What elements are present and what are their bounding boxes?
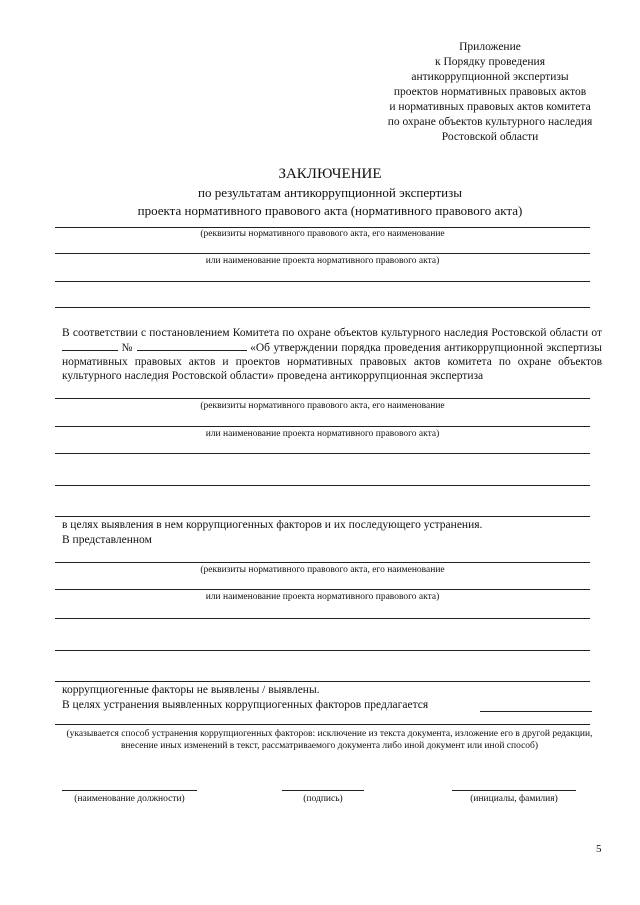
elimination-text: В целях устранения выявленных коррупциогенных факторов предлагается [62, 699, 429, 711]
caption-position: (наименование должности) [74, 794, 185, 804]
caption-signature: (подпись) [303, 794, 343, 804]
number-blank[interactable] [137, 340, 247, 351]
proposal-blank[interactable] [480, 711, 592, 712]
document-subtitle: по результатам антикоррупционной экспертизы [198, 185, 462, 200]
fill-line[interactable] [55, 618, 590, 619]
fill-line[interactable] [55, 227, 590, 228]
caption-requisites: (реквизиты нормативного правового акта, его наименование [200, 401, 445, 411]
page-number: 5 [596, 843, 602, 855]
fill-line[interactable] [55, 398, 590, 399]
date-blank[interactable] [62, 340, 118, 351]
position-line[interactable] [62, 790, 197, 791]
appendix-line: и нормативных правовых актов комитета [389, 101, 591, 113]
fill-line[interactable] [55, 516, 590, 517]
caption-project-name: или наименование проекта нормативного правового акта) [205, 429, 440, 439]
purpose-text: в целях выявления в нем коррупциогенных факторов и их последующего устранения. [62, 519, 483, 531]
para-start: В соответствии с постановлением Комитета по охране объектов культурного наследия Ростовской области от [62, 327, 602, 339]
appendix-line: к Порядку проведения [435, 56, 545, 68]
caption-requisites: (реквизиты нормативного правового акта, его наименование [200, 565, 445, 575]
document-title: ЗАКЛЮЧЕНИЕ [278, 166, 382, 182]
method-note: (указывается способ устранения коррупциогенных факторов: исключение из текста документа, изложение его в другой редакции, внесение иных изменений в текст, рассматриваемого документа либо иной документ или иной способ) [66, 729, 593, 751]
appendix-line: проектов нормативных правовых актов [393, 86, 587, 98]
number-sign: № [121, 342, 134, 354]
appendix-line: Ростовской области [441, 131, 539, 143]
caption-initials: (инициалы, фамилия) [470, 794, 558, 804]
caption-requisites: (реквизиты нормативного правового акта, его наименование [200, 229, 445, 239]
fill-line[interactable] [55, 589, 590, 590]
fill-line[interactable] [55, 650, 590, 651]
signature-line[interactable] [282, 790, 364, 791]
fill-line[interactable] [55, 724, 590, 725]
document-subtitle-2: проекта нормативного правового акта (нормативного правового акта) [137, 203, 523, 218]
appendix-line: антикоррупционной экспертизы [411, 71, 569, 83]
intro-paragraph [62, 326, 602, 383]
fill-line[interactable] [55, 253, 590, 254]
appendix-line: Приложение [459, 41, 521, 53]
appendix-line: по охране объектов культурного наследия [387, 116, 593, 128]
fill-line[interactable] [55, 453, 590, 454]
factors-text: коррупциогенные факторы не выявлены / выявлены. [62, 684, 320, 696]
fill-line[interactable] [55, 485, 590, 486]
initials-line[interactable] [452, 790, 576, 791]
fill-line[interactable] [55, 562, 590, 563]
fill-line[interactable] [55, 307, 590, 308]
caption-project-name: или наименование проекта нормативного правового акта) [205, 592, 440, 602]
caption-project-name: или наименование проекта нормативного правового акта) [205, 256, 440, 266]
appendix-header [360, 40, 620, 145]
fill-line[interactable] [55, 281, 590, 282]
fill-line[interactable] [55, 426, 590, 427]
fill-line[interactable] [55, 681, 590, 682]
presented-text: В представленном [62, 534, 152, 546]
para-rest: «Об утверждении порядка проведения антикоррупционной экспертизы нормативных правовых актов и проектов нормативных правовых актов комитета по охране объектов культурного наследия Ростовской области» проведена антикоррупционная экспертиза [62, 342, 603, 382]
